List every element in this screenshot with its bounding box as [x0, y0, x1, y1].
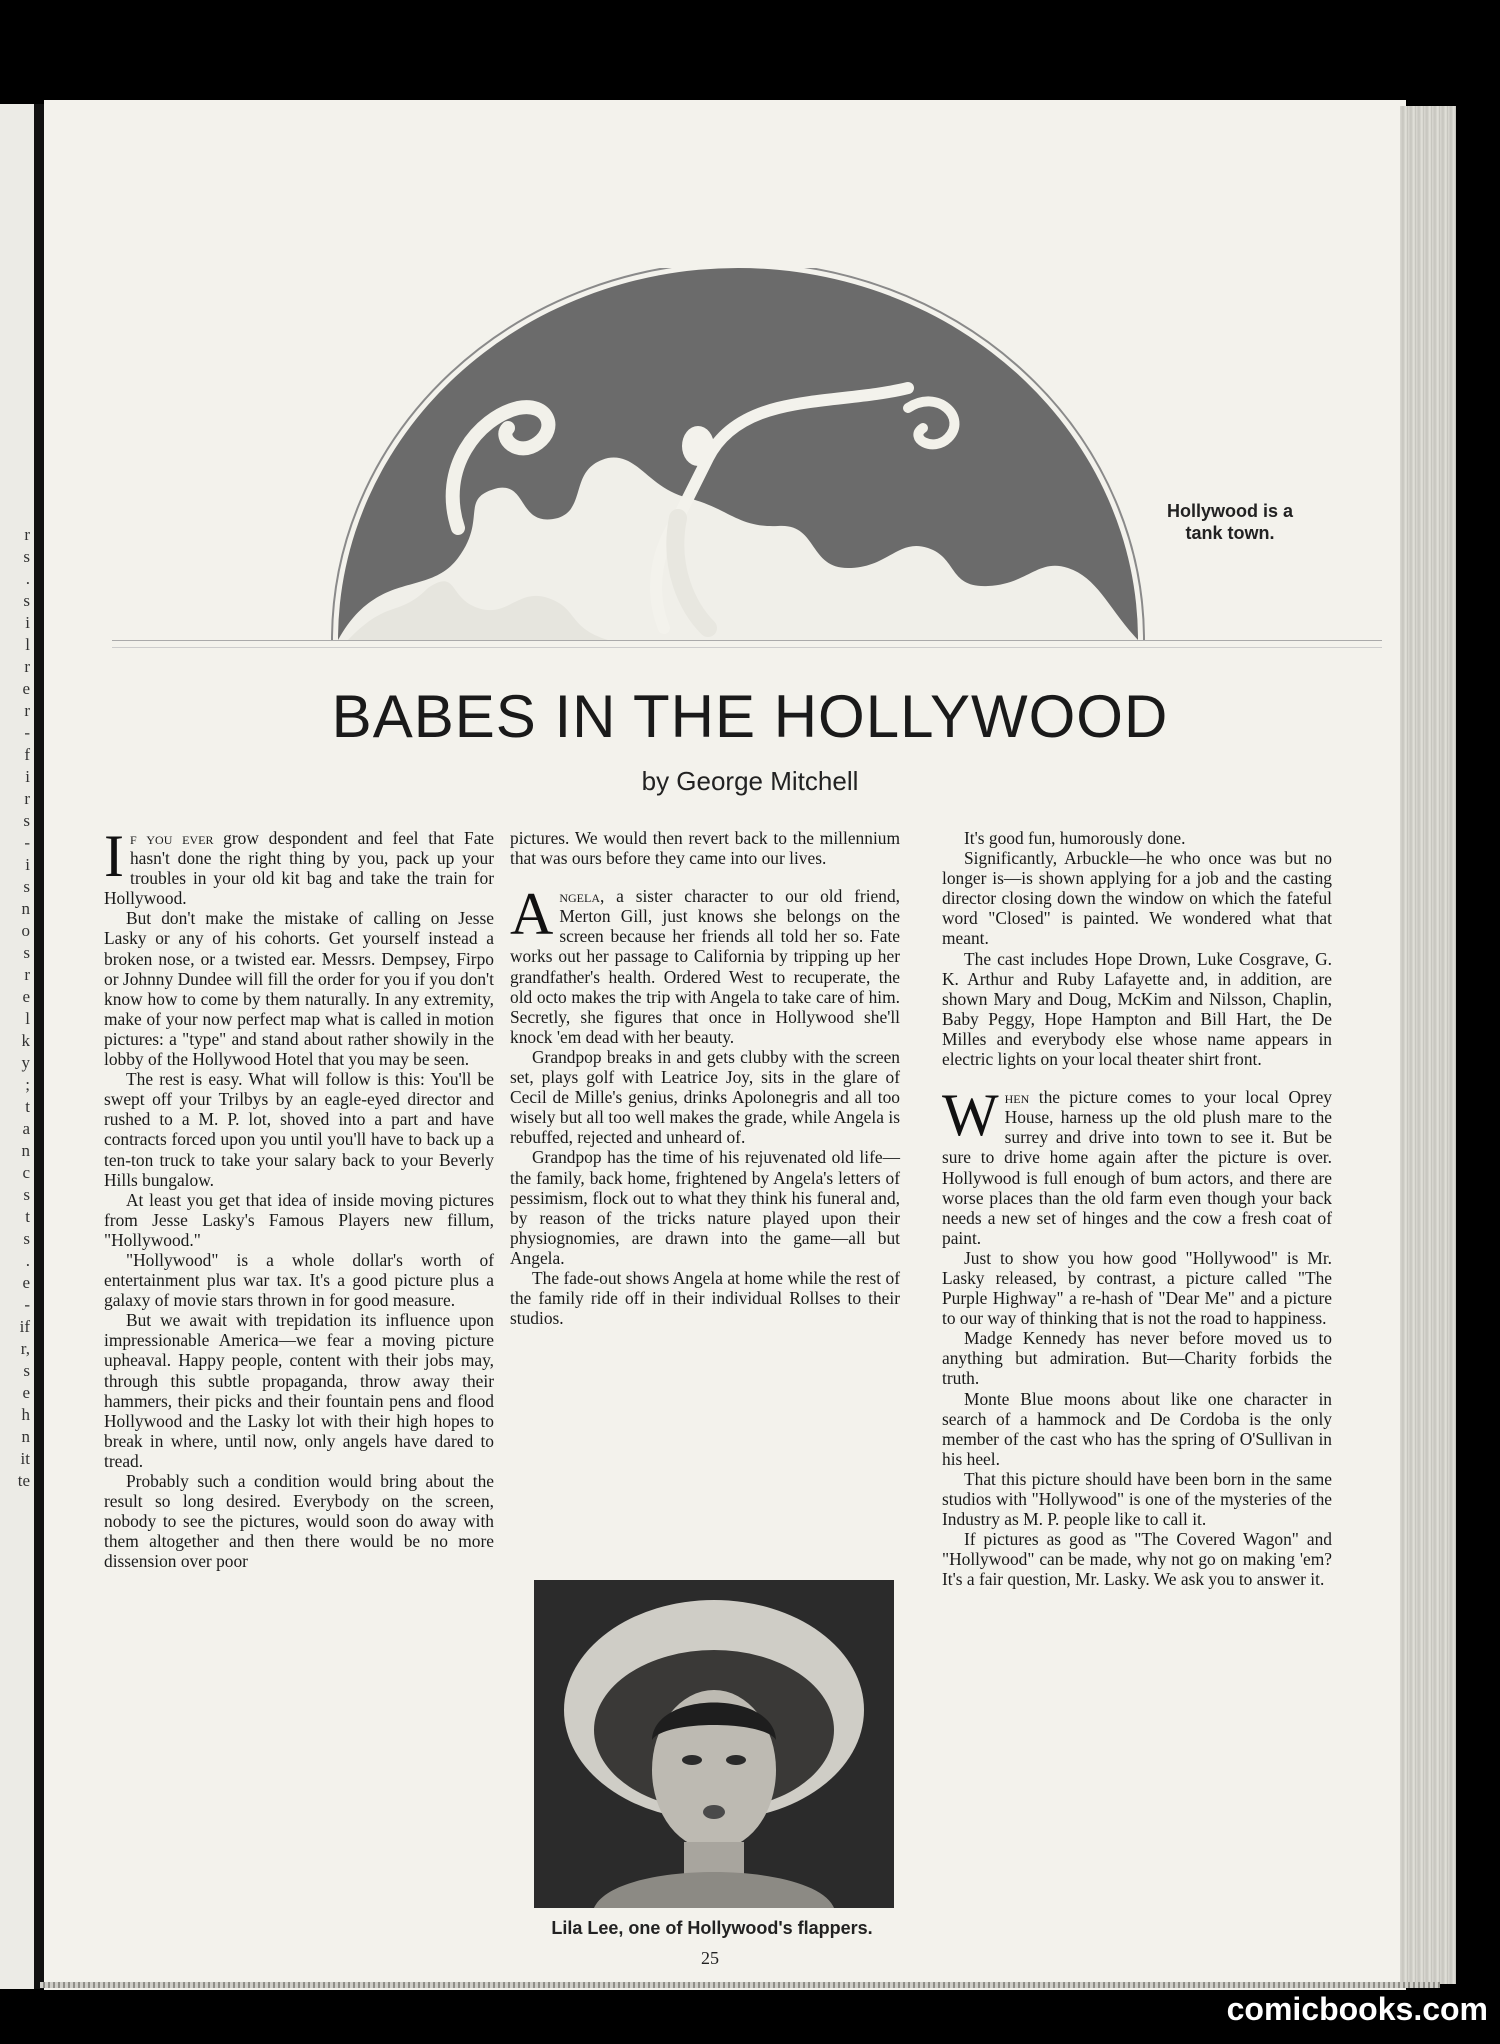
paragraph: Probably such a condition would bring about the result so long desired. Everybody on the screen, nobody to see the pictures, would soon do away with them altogether and then there would be no more dissension over poor — [104, 1471, 494, 1572]
left-page-fragment: t — [25, 1097, 30, 1116]
left-page-fragment: r — [24, 657, 30, 676]
left-page-fragment: r — [24, 789, 30, 808]
left-page-fragment: - — [24, 833, 30, 852]
drop-cap: I — [104, 823, 124, 889]
paragraph: Madge Kennedy has never before moved us to anything but admiration. But—Charity forbids the truth. — [942, 1328, 1332, 1389]
site-watermark: comicbooks.com — [1226, 1991, 1488, 2027]
left-page-fragment: r — [24, 525, 30, 544]
left-page-fragment: r — [24, 701, 30, 720]
left-page-fragment: if — [19, 1317, 30, 1336]
left-page-fragment: it — [20, 1449, 30, 1468]
left-page-fragment: a — [22, 1119, 30, 1138]
left-page-fragment: . — [25, 569, 30, 588]
photo-caption: Lila Lee, one of Hollywood's flappers. — [551, 1918, 873, 1938]
page-stack-edges — [1400, 106, 1456, 1984]
left-page-fragment: h — [21, 1405, 30, 1424]
left-page-edge — [0, 104, 34, 1989]
paragraph: Grandpop breaks in and gets clubby with the screen set, plays golf with Leatrice Joy, sits in the glare of Cecil de Mille's genius, drinks Apolonegris and all too wisely but all too well makes the grade, while Angela is rebuffed, rejected and unheard of. — [510, 1046, 900, 1148]
left-page-fragment: n — [21, 1427, 30, 1446]
left-page-fragment: s — [23, 943, 30, 962]
text-column-1 — [104, 823, 494, 1572]
left-page-fragment: i — [25, 613, 30, 632]
text-column-3 — [942, 828, 1332, 1589]
paragraph: The fade-out shows Angela at home while the rest of the family ride off in their individual Rollses to their studios. — [510, 1267, 900, 1329]
paragraph: But we await with trepidation its influence upon impressionable America—we fear a moving picture upheaval. Happy people, content with their jobs may, through this subtle propaganda, throw away their hammers, their picks and their fountain pens and flood Hollywood and the Lasky lot with their high hopes to break in where, until now, only angels have dared to tread. — [104, 1310, 494, 1471]
paragraph: "Hollywood" is a whole dollar's worth of entertainment plus war tax. It's a good picture plus a galaxy of movie stars thrown in for good measure. — [104, 1249, 494, 1311]
article-byline: by George Mitchell — [641, 766, 859, 796]
paragraph: Just to show you how good "Hollywood" is Mr. Lasky released, by contrast, a picture called "The Purple Highway" a re-hash of "Dear Me" and a picture to our way of thinking that is not the road to happiness. — [942, 1247, 1332, 1329]
paragraph: pictures. We would then revert back to the millennium that was ours before they came into our lives. — [510, 828, 900, 869]
left-page-fragment: n — [21, 899, 30, 918]
left-page-fragment: s — [23, 1361, 30, 1380]
text-column-2 — [510, 828, 900, 1328]
left-page-fragment: k — [21, 1031, 30, 1050]
paragraph: It's good fun, humorously done. — [964, 828, 1186, 848]
paragraph — [104, 823, 494, 909]
paragraph: Grandpop has the time of his rejuvenated old life—the family, back home, frightened by Angela's letters of pessimism, flock out to what they think his funeral and, by reason of the tricks nature played upon their physiognomies, are drawn into the game—all but Angela. — [510, 1147, 900, 1268]
header-rule — [112, 640, 1382, 648]
left-page-fragment: s — [23, 811, 30, 830]
paragraph — [942, 1082, 1332, 1248]
left-page-fragment: r, — [20, 1339, 30, 1358]
left-page-fragment: c — [22, 1163, 30, 1182]
left-page-fragment: e — [22, 987, 30, 1006]
left-page-fragment: n — [21, 1141, 30, 1160]
paragraph: The cast includes Hope Drown, Luke Cosgrave, G. K. Arthur and Ruby Lafayette and, in addition, are shown Mary and Doug, McKim and Nilsson, Chaplin, Baby Peggy, Hope Hampton and Bill Hart, the De Milles and everybody else whose name appears in electric lights on your local theater shirt front. — [942, 948, 1332, 1070]
paragraph: At least you get that idea of inside moving pictures from Jesse Lasky's Famous Players new fillum, "Hollywood." — [104, 1189, 494, 1250]
paragraph: If pictures as good as "The Covered Wagon" and "Hollywood" can be made, why not go on making 'em? It's a fair question, Mr. Lasky. We ask you to answer it. — [942, 1529, 1332, 1590]
left-page-fragment: e — [22, 679, 30, 698]
paragraph-text: grow despondent and feel that Fate hasn't done the right thing by you, pack up your troubles in your old kit bag and take the train for Hollywood. — [104, 828, 494, 909]
paragraph: Monte Blue moons about like one character in search of a hammock and De Cordoba is the only member of the cast who has the spring of O'Sullivan in his heel. — [942, 1388, 1332, 1469]
paragraph: That this picture should have been born in the same studios with "Hollywood" is one of the mysteries of the Industry as M. P. people like to call it. — [942, 1468, 1332, 1530]
left-page-fragment: t — [25, 1207, 30, 1226]
article-title: BABES IN THE HOLLYWOOD — [331, 683, 1169, 750]
paragraph: The rest is easy. What will follow is this: You'll be swept off your Trilbys by an eagle-eyed director and rushed to a M. P. lot, shoved into a part and have contracts forced upon you until you'll have to back up a ten-ton truck to take your salary back to your Beverly Hills bungalow. — [104, 1069, 494, 1190]
left-page-fragment: te — [17, 1471, 30, 1490]
left-page-fragment: e — [22, 1383, 30, 1402]
header-illustration — [308, 268, 1168, 640]
illustration-caption: Hollywood is a tank town. — [1166, 501, 1294, 543]
left-page-fragment: i — [25, 767, 30, 786]
paragraph: Significantly, Arbuckle—he who once was but no longer is—is shown applying for a job and the casting director closing down the window on which the fateful word "Closed" is painted. We wondered what that meant. — [942, 848, 1332, 949]
left-page-fragment: ; — [25, 1075, 30, 1094]
left-page-fragment: r — [24, 965, 30, 984]
left-page-fragment: f — [24, 745, 30, 764]
left-page-fragment: i — [25, 855, 30, 874]
left-page-fragment: . — [25, 1251, 30, 1270]
left-page-fragment: s — [23, 877, 30, 896]
drop-cap: A — [510, 881, 554, 948]
left-page-fragment: s — [23, 1185, 30, 1204]
left-page-fragment: - — [24, 723, 30, 742]
left-page-fragment: s — [23, 591, 30, 610]
left-page-fragment: o — [21, 921, 30, 940]
left-page-fragment: s — [23, 1229, 30, 1248]
left-page-fragment: - — [24, 1295, 30, 1314]
paragraph — [510, 881, 900, 1047]
lead-in: hen — [1004, 1087, 1030, 1108]
book-gutter — [34, 104, 44, 1989]
lead-in: f you ever — [129, 828, 214, 848]
lead-in: ngela, — [559, 886, 605, 907]
left-page-fragment: e — [22, 1273, 30, 1292]
left-page-fragment: l — [25, 635, 30, 654]
left-page-fragment: l — [25, 1009, 30, 1028]
page-number: 25 — [701, 1948, 719, 1968]
left-page-letters — [16, 524, 30, 1492]
paragraph: But don't make the mistake of calling on Jesse Lasky or any of his cohorts. Get yourself instead a broken nose, or a twisted ear. Messrs. Dempsey, Firpo or Johnny Dundee will fill the order for you if you don't know how to come by them naturally. In any extremity, make of your now perfect map what is called in motion pictures: a "type" and stand about rather showily in the lobby of the Hollywood Hotel that you may be seen. — [104, 908, 494, 1070]
left-page-fragment: y — [21, 1053, 30, 1072]
paragraph-text: a sister character to our old friend, Merton Gill, just knows she belongs on the screen because her friends all told her so. Fate works out her passage to California by tripping up her grandfather's health. Ordered West to recuperate, the old octo makes the trip with Angela to take care of him. Secretly, she figures that once in Hollywood she'll knock 'em dead with her beauty. — [510, 886, 900, 1047]
paragraph-text: the picture comes to your local Oprey House, harness up the old plush mare to the surrey and drive into town to see it. But be sure to drive home again after the picture is over. Hollywood is full enough of bum actors, and there are worse places than the old farm even though your back needs a new set of hinges and the cow a fresh coat of paint. — [942, 1087, 1332, 1248]
drop-cap: W — [942, 1082, 999, 1149]
left-page-fragment: s — [23, 547, 30, 566]
portrait-photo — [534, 1580, 894, 1908]
